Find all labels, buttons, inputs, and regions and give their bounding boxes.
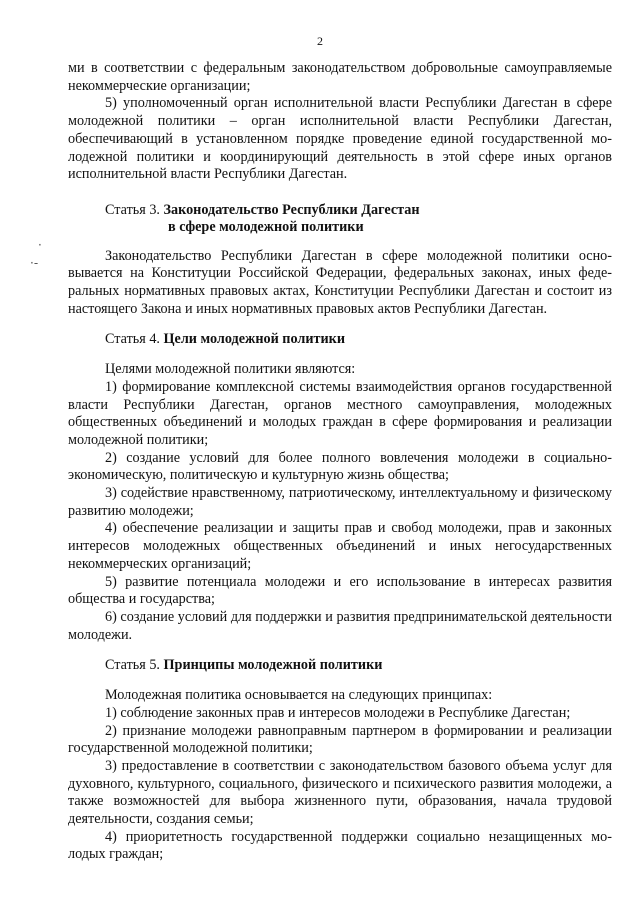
margin-mark: · (38, 238, 42, 252)
article-heading (68, 331, 612, 349)
body-paragraph: Законодательство Республики Дагестан в сфере молодежной политики основывается на Конституции Российской Федерации, федеральных законах, иных федеральных нормативных правовых актах, Конституции Республики Дагестан и состоит из настоящего Закона и иных нормативных правовых актов Республики Дагестан. (68, 247, 612, 317)
article-title: Цели молодежной политики (163, 331, 346, 348)
article-title-continued: в сфере молодежной политики (168, 218, 364, 235)
page-number: 2 (317, 34, 323, 48)
list-item: 1) формирование комплексной системы взаимодействия органов государственной власти Республики Дагестан, органов местного самоуправления, молодежных общественных объединений и молодых граждан в сфере формирования и реализации молодежной политики; (68, 378, 612, 448)
document-body (68, 60, 612, 864)
article-heading (68, 657, 612, 675)
body-paragraph: 5) уполномоченный орган исполнительной власти Республики Дагестан в сфере молодежной политики – орган исполнительной власти Республики Дагестан, обеспечивающий в установленном порядке проведение единой государственной молодежной политики и координирующий деятельность в этой сфере иных органов исполнительной власти Республики Дагестан. (68, 95, 612, 183)
margin-mark: ·- (30, 256, 39, 270)
body-paragraph: Целями молодежной политики являются: (105, 361, 356, 378)
body-paragraph: Молодежная политика основывается на следующих принципах: (105, 687, 493, 704)
list-item: 3) предоставление в соответствии с законодательством базового объема услуг для духовного, культурного, социального, физического и психического развития молодежи, а также возможностей для выбора жизненного пути, образования, начала трудовой деятельности, создания семьи; (68, 757, 612, 828)
article-title: Законодательство Республики Дагестан (163, 201, 420, 218)
list-item: 6) создание условий для поддержки и развития предпринимательской деятельности молодежи. (68, 608, 612, 643)
list-item: 2) создание условий для более полного вовлечения молодежи в социально-экономическую, политическую и культурную жизнь общества; (68, 449, 612, 484)
article-label: Статья 5. (105, 657, 160, 674)
article-heading (68, 202, 612, 234)
article-label: Статья 3. (105, 201, 160, 218)
list-item: 3) содействие нравственному, патриотическому, интеллектуальному и физическому развитию молодежи; (68, 485, 612, 519)
list-item: 4) приоритетность государственной поддержки социально незащищенных молодых граждан; (68, 828, 612, 863)
body-paragraph: ми в соответствии с федеральным законодательством добровольные самоуправляемые некоммерческие организации; (68, 60, 612, 94)
list-item: 1) соблюдение законных прав и интересов молодежи в Республике Дагестан; (105, 704, 571, 721)
list-item: 4) обеспечение реализации и защиты прав и свобод молодежи, прав и законных интересов молодежных общественных объединений и иных негосударственных некоммерческих организаций; (68, 520, 612, 572)
article-title: Принципы молодежной политики (163, 657, 383, 674)
list-item: 2) признание молодежи равноправным партнером в формировании и реализации государственной молодежной политики; (68, 722, 612, 757)
article-label: Статья 4. (105, 331, 160, 348)
list-item: 5) развитие потенциала молодежи и его использование в интересах развития общества и государства; (68, 573, 612, 608)
